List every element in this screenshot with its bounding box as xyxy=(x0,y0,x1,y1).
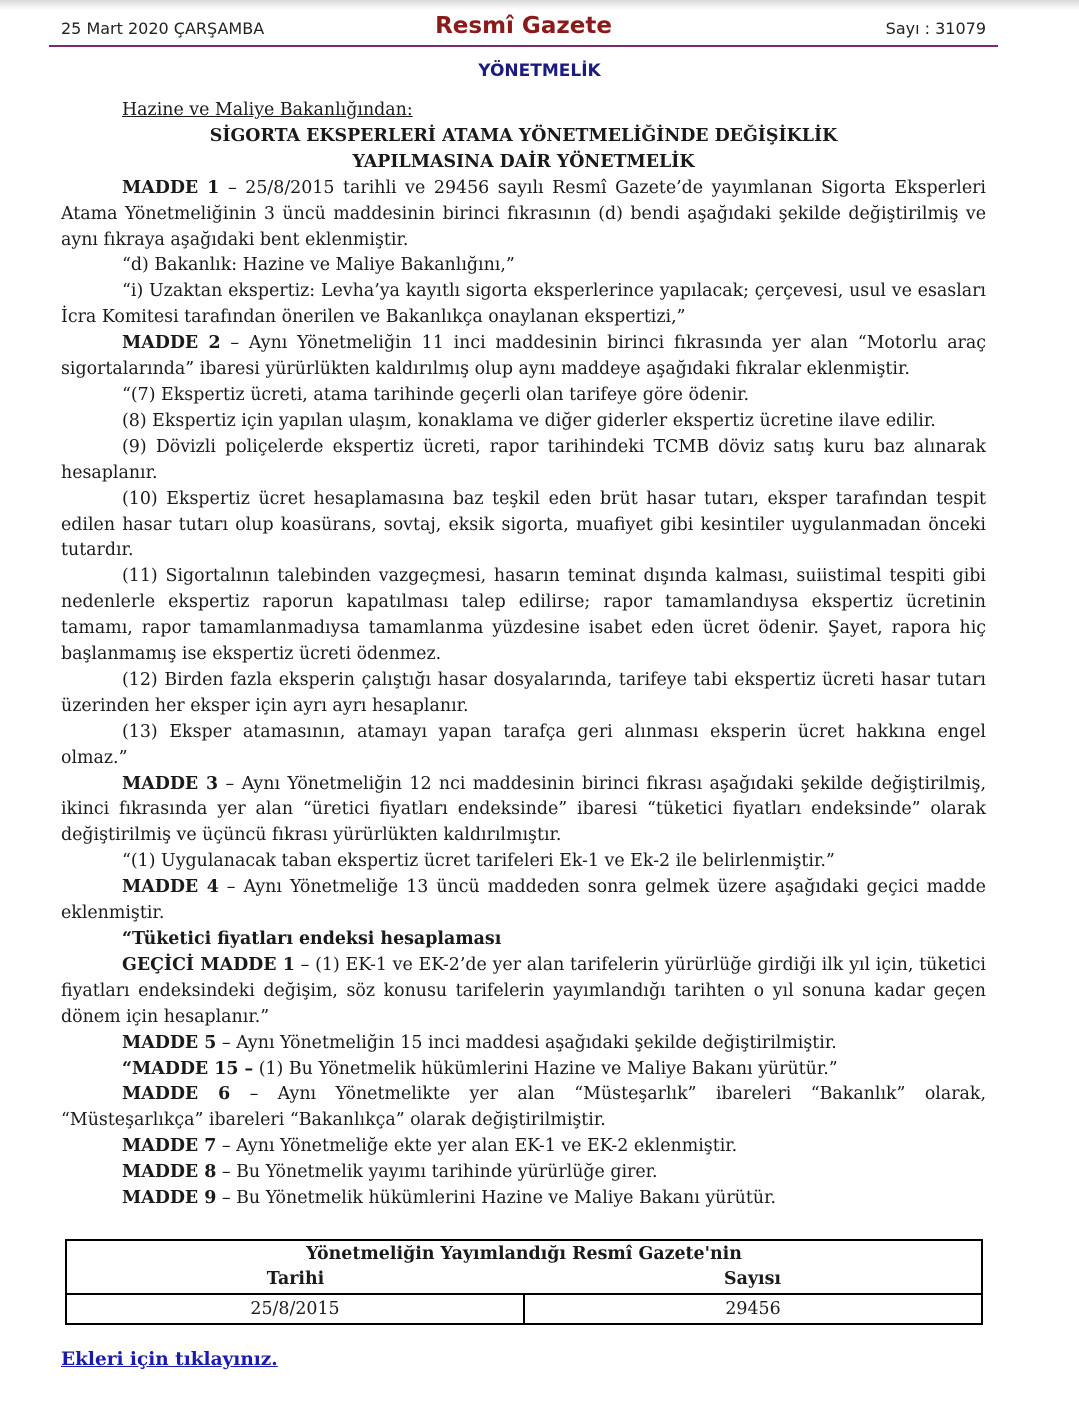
article-text: (11) Sigortalının talebinden vazgeçmesi, hasarın teminat dışında kalması, suiistimal tespiti gibi nedenlerle ekspertiz raporun kapatılması talep edilirse; rapor tamamlandıysa ekspertiz ücretinin tamamı, rapor tamamlanmadıysa tamamlanma yüzdesine isabet eden ücret ödenir. Şayet, rapora hiç başlanmamış ise ekspertiz ücreti ödenmez. xyxy=(61,566,986,665)
article-paragraph xyxy=(61,849,986,875)
article-heading: MADDE 8 xyxy=(122,1162,217,1183)
article-text: – Aynı Yönetmelikte yer alan “Müsteşarlık” ibareleri “Bakanlık” olarak, “Müsteşarlıkça” ibareleri “Bakanlıkça” olarak değiştirilmiştir. xyxy=(61,1084,986,1131)
article-text: (12) Birden fazla eksperin çalıştığı hasar dosyalarında, tarifeye tabi ekspertiz ücreti hasar tutarı üzerinden her eksper için ayrı ayrı hesaplanır. xyxy=(61,669,986,716)
article-paragraph xyxy=(61,253,986,279)
article-text: – Bu Yönetmelik hükümlerini Hazine ve Maliye Bakanı yürütür. xyxy=(216,1188,776,1209)
article-text: “d) Bakanlık: Hazine ve Maliye Bakanlığını,” xyxy=(122,255,515,276)
article-paragraph xyxy=(61,564,986,668)
issuing-ministry: Hazine ve Maliye Bakanlığından: xyxy=(122,100,413,120)
article-paragraph xyxy=(61,279,986,331)
regulation-body xyxy=(61,98,986,1212)
article-text: – Aynı Yönetmeliğe 13 üncü maddeden sonra gelmek üzere aşağıdaki geçici madde eklenmiştir. xyxy=(61,877,986,924)
article-paragraph xyxy=(61,1134,986,1160)
article-heading: GEÇİCİ MADDE 1 xyxy=(122,954,295,975)
article-text: (10) Ekspertiz ücret hesaplamasına baz teşkil eden brüt hasar tutarı, eksper tarafından tespit edilen hasar tutarı olup koasürans, sovtaj, eksik sigorta, muafiyet gibi kesintiler uygulanmadan önceki tutardır. xyxy=(61,488,986,561)
article-heading: “MADDE 15 – xyxy=(122,1058,254,1079)
article-heading: MADDE 1 xyxy=(122,177,220,198)
table-caption: Yönetmeliğin Yayımlandığı Resmî Gazete'nin xyxy=(306,1244,742,1264)
article-paragraph xyxy=(61,409,986,435)
article-paragraph xyxy=(61,927,986,953)
column-header-date: Tarihi xyxy=(266,1269,325,1289)
article-heading: MADDE 3 xyxy=(122,773,219,794)
article-paragraph xyxy=(61,668,986,720)
article-paragraph xyxy=(61,383,986,409)
publication-date-cell: 25/8/2015 xyxy=(66,1294,524,1324)
article-text: – (1) EK-1 ve EK-2’de yer alan tarifelerin yürürlüğe girdiği ilk yıl için, tüketici fiyatları endeksindeki değişim, söz konusu tarifelerin yayımlandığı tarihten o yıl sonuna kadar geçen dönem için hesaplanır.” xyxy=(61,954,986,1027)
column-header-number: Sayısı xyxy=(724,1269,781,1289)
article-heading: MADDE 2 xyxy=(122,333,221,354)
article-paragraph xyxy=(61,772,986,850)
article-paragraph xyxy=(61,176,986,254)
gazette-masthead xyxy=(49,12,998,47)
article-text: – 25/8/2015 tarihli ve 29456 sayılı Resmî Gazete’de yayımlanan Sigorta Eksperleri Atama Yönetmeliğinin 3 üncü maddesinin birinci fıkrasının (d) bendi aşağıdaki şekilde değiştirilmiş ve aynı fıkraya aşağıdaki bent eklenmiştir. xyxy=(61,177,986,250)
article-heading: “Tüketici fiyatları endeksi hesaplaması xyxy=(122,929,502,949)
article-heading: MADDE 7 xyxy=(122,1136,217,1157)
article-paragraph xyxy=(61,1057,986,1083)
issue-number: Sayı : 31079 xyxy=(885,19,986,38)
regulation-title-line-2: YAPILMASINA DAİR YÖNETMELİK xyxy=(352,151,695,172)
article-paragraph xyxy=(61,435,986,487)
article-heading: MADDE 5 xyxy=(122,1032,217,1053)
publication-number-cell: 29456 xyxy=(524,1294,982,1324)
article-paragraph xyxy=(61,1160,986,1186)
attachments-link[interactable]: Ekleri için tıklayınız. xyxy=(61,1349,278,1370)
publication-info-table xyxy=(65,1239,983,1322)
article-list xyxy=(61,176,986,1212)
article-heading: MADDE 9 xyxy=(122,1188,217,1209)
article-paragraph xyxy=(61,1031,986,1057)
article-paragraph xyxy=(61,1082,986,1134)
article-text: – Aynı Yönetmeliğin 12 nci maddesinin birinci fıkrası aşağıdaki şekilde değiştirilmiş, ikinci fıkrasında yer alan “üretici fiyatları endeksinde” ibaresi “tüketici fiyatları endeksinde” olarak değiştirilmiş ve üçüncü fıkrası yürürlükten kaldırılmıştır. xyxy=(61,773,986,846)
article-paragraph xyxy=(61,331,986,383)
article-text: (13) Eksper atamasının, atamayı yapan tarafça geri alınması eksperin ücret hakkına engel olmaz.” xyxy=(61,721,986,768)
article-text: – Aynı Yönetmeliğin 11 inci maddesinin birinci fıkrasında yer alan “Motorlu araç sigortalarında” ibaresi yürürlükten kaldırılmış olup aynı maddeye aşağıdaki fıkralar eklenmiştir. xyxy=(61,333,986,380)
article-text: “(1) Uygulanacak taban ekspertiz ücret tarifeleri Ek-1 ve Ek-2 ile belirlenmiştir.” xyxy=(122,851,835,872)
article-heading: MADDE 4 xyxy=(122,877,219,898)
article-paragraph xyxy=(61,487,986,565)
article-text: (8) Ekspertiz için yapılan ulaşım, konaklama ve diğer giderler ekspertiz ücretine ilave edilir. xyxy=(122,410,936,431)
article-text: – Aynı Yönetmeliğin 15 inci maddesi aşağıdaki şekilde değiştirilmiştir. xyxy=(216,1032,837,1053)
table-header xyxy=(66,1240,982,1294)
article-paragraph xyxy=(61,720,986,772)
article-text: (9) Dövizli poliçelerde ekspertiz ücreti, rapor tarihindeki TCMB döviz satış kuru baz alınarak hesaplanır. xyxy=(61,436,986,483)
article-text: “(7) Ekspertiz ücreti, atama tarihinde geçerli olan tarifeye göre ödenir. xyxy=(122,384,750,405)
section-category: YÖNETMELİK xyxy=(478,61,601,81)
article-paragraph xyxy=(61,953,986,1031)
gazette-title: Resmî Gazete xyxy=(435,13,612,39)
article-text: (1) Bu Yönetmelik hükümlerini Hazine ve Maliye Bakanı yürütür.” xyxy=(253,1058,838,1079)
article-text: – Aynı Yönetmeliğe ekte yer alan EK-1 ve EK-2 eklenmiştir. xyxy=(216,1136,738,1157)
issue-date: 25 Mart 2020 ÇARŞAMBA xyxy=(61,19,265,38)
top-shade xyxy=(0,0,1079,10)
regulation-title-line-1: SİGORTA EKSPERLERİ ATAMA YÖNETMELİĞİNDE DEĞİŞİKLİK xyxy=(209,125,838,146)
article-paragraph xyxy=(61,1186,986,1212)
article-text: “i) Uzaktan ekspertiz: Levha’ya kayıtlı sigorta eksperlerince yapılacak; çerçevesi, usul ve esasları İcra Komitesi tarafından önerilen ve Bakanlıkça onaylanan ekspertizi,” xyxy=(61,281,986,328)
article-heading: MADDE 6 xyxy=(122,1084,231,1105)
article-text: – Bu Yönetmelik yayımı tarihinde yürürlüğe girer. xyxy=(216,1162,658,1183)
article-paragraph xyxy=(61,875,986,927)
